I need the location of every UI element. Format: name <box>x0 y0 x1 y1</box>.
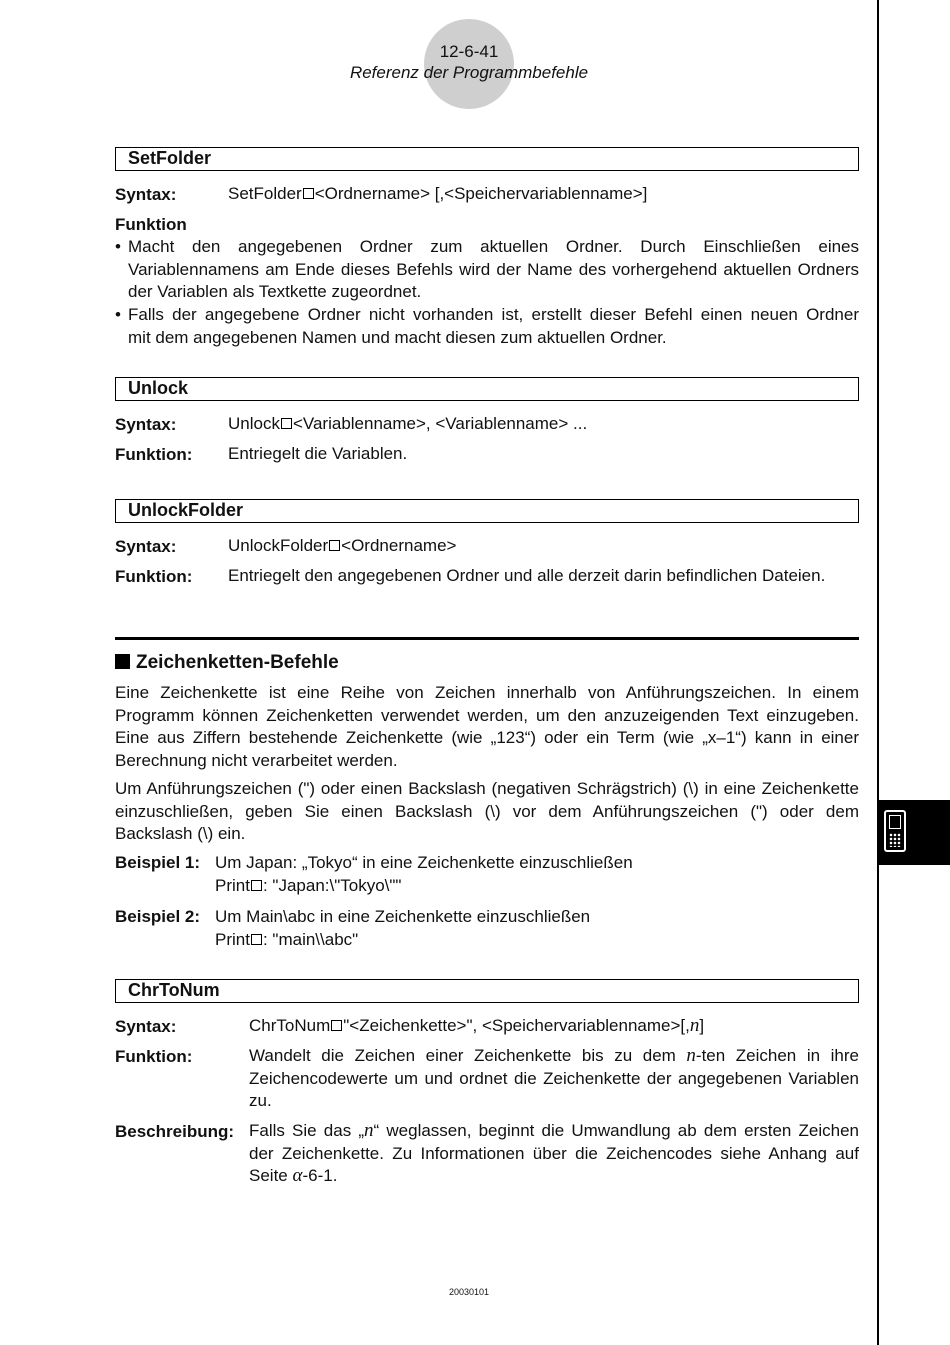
space-symbol <box>281 418 292 429</box>
funktion-label: Funktion <box>115 215 187 234</box>
syntax-label: Syntax: <box>115 185 177 204</box>
space-symbol <box>331 1020 342 1031</box>
example-2-label: Beispiel 2: <box>115 907 201 926</box>
bullet-setfolder-1: • Macht den angegebenen Ordner zum aktuellen Ordner. Durch Einschließen eines Variablennamens am Ende dieses Befehls wird der Name des vorhergehend aktuellen Ordners der Variablen als Textkette zugeordnet. <box>115 237 859 302</box>
section-header: Referenz der Programmbefehle <box>349 63 589 82</box>
beschreibung-label: Beschreibung: <box>115 1122 235 1141</box>
syntax-label: Syntax: <box>115 1017 177 1036</box>
calculator-icon <box>884 810 906 852</box>
funktion-label: Funktion: <box>115 1047 193 1066</box>
funktion-unlockfolder: Entriegelt den angegebenen Ordner und alle derzeit darin befindlichen Dateien. <box>228 566 826 585</box>
syntax-chrtonum: ChrToNum "<Zeichenkette>", <Speichervariablenname>[,n] <box>249 1015 705 1036</box>
command-title-setfolder: SetFolder <box>115 147 859 171</box>
space-symbol <box>329 540 340 551</box>
space-symbol <box>303 188 314 199</box>
footer-code: 20030101 <box>448 1287 490 1297</box>
square-bullet-icon <box>115 654 130 669</box>
section-rule <box>115 637 859 640</box>
syntax-label: Syntax: <box>115 537 177 556</box>
section-title: Zeichenketten-Befehle <box>115 651 339 675</box>
syntax-label: Syntax: <box>115 415 177 434</box>
funktion-unlock: Entriegelt die Variablen. <box>228 444 408 463</box>
command-title-chrtonum: ChrToNum <box>115 979 859 1003</box>
syntax-unlock: Unlock <Variablenname>, <Variablenname> ... <box>228 414 588 433</box>
syntax-setfolder: SetFolder <Ordnername> [,<Speichervariablenname>] <box>228 184 648 203</box>
strings-paragraph-2: Um Anführungszeichen (") oder einen Backslash (negativen Schrägstrich) (\) in eine Zeichenkette einzuschließen, geben Sie einen Backslash (\) vor dem Anführungszeichen (") oder dem Backslash (\) ein. <box>115 779 859 844</box>
funktion-label: Funktion: <box>115 445 193 464</box>
funktion-chrtonum: Wandelt die Zeichen einer Zeichenkette bis zu dem n-ten Zeichen in ihre Zeichencodewerte um und ordnet die Zeichenkette der angegebenen Variablen zu. <box>249 1045 859 1111</box>
page-number: 12-6-41 <box>439 42 499 61</box>
bullet-setfolder-2: • Falls der angegebene Ordner nicht vorhanden ist, erstellt dieser Befehl einen neuen Ordner mit dem angegebenen Namen und macht diesen zum aktuellen Ordner. <box>115 305 859 347</box>
strings-paragraph-1: Eine Zeichenkette ist eine Reihe von Zeichen innerhalb von Anführungszeichen. In einem Programm können Zeichenketten verwendet werden, um den anzuzeigenden Text einzugeben. Eine aus Ziffern bestehende Zeichenkette (wie „123“) oder ein Term (wie „x–1“) kann in einer Berechnung nicht verarbeitet werden. <box>115 683 859 770</box>
beschreibung-chrtonum: Falls Sie das „n“ weglassen, beginnt die Umwandlung ab dem ersten Zeichen der Zeichenkette. Zu Informationen über die Zeichencodes siehe Anhang auf Seite α-6-1. <box>249 1120 859 1187</box>
space-symbol <box>251 934 262 945</box>
example-1: Um Japan: „Tokyo“ in eine Zeichenkette einzuschließen Print : "Japan:\"Tokyo\"" <box>215 853 633 895</box>
command-title-unlock: Unlock <box>115 377 859 401</box>
funktion-label: Funktion: <box>115 567 193 586</box>
syntax-unlockfolder: UnlockFolder <Ordnername> <box>228 536 457 555</box>
example-1-label: Beispiel 1: <box>115 853 201 872</box>
margin-rule <box>877 0 879 1345</box>
space-symbol <box>251 880 262 891</box>
command-title-unlockfolder: UnlockFolder <box>115 499 859 523</box>
example-2: Um Main\abc in eine Zeichenkette einzuschließen Print : "main\\abc" <box>215 907 591 949</box>
